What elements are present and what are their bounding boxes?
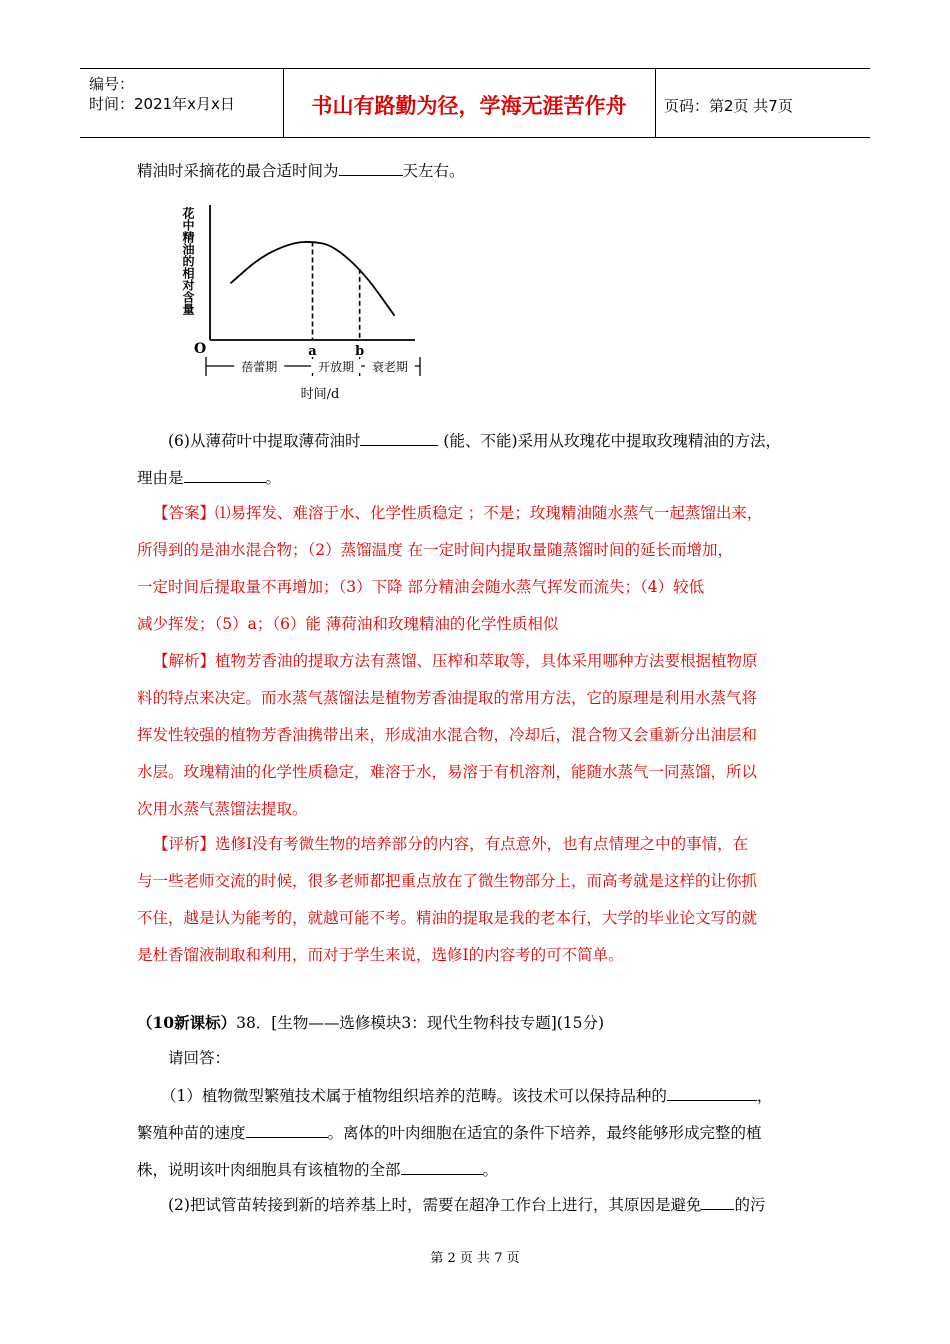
top-line-suffix: 天左右。	[402, 162, 465, 180]
chart-svg	[180, 195, 430, 410]
origin-label: O	[194, 341, 207, 357]
answer-blank	[360, 430, 438, 446]
q38-p2-line-1	[168, 1194, 765, 1215]
analysis-line: 料的特点来决定。而水蒸气蒸馏法是植物芳香油提取的常用方法，它的原理是利用水蒸气将	[137, 689, 758, 707]
q38-p1-line-2	[137, 1122, 762, 1143]
q6-line-1	[168, 430, 781, 451]
oil-content-chart	[180, 195, 430, 410]
answer-line: 【答案】⑴易挥发、难溶于水、化学性质稳定 ；不是；玫瑰精油随水蒸气一起蒸馏出来，	[153, 504, 763, 522]
header-info-cell	[80, 69, 284, 137]
q38-prompt: 请回答：	[168, 1049, 231, 1067]
comment-line: 不住，越是认为能考的，就越可能不考。精油的提取是我的老本行，大学的毕业论文写的就	[137, 909, 758, 927]
answer-blank	[184, 467, 266, 483]
page-footer: 第 2 页 共 7 页	[430, 1251, 520, 1266]
q38-p1-line-1	[161, 1085, 772, 1106]
q38-p1-line-3	[137, 1159, 498, 1180]
comment-line: 【评析】选修Ⅰ没有考微生物的培养部分的内容，有点意外，也有点情理之中的事情，在	[153, 835, 749, 853]
answer-blank	[701, 1194, 734, 1210]
q38-p1-text-3: 。离体的叶肉细胞在适宜的条件下培养，最终能够形成完整的植	[327, 1124, 762, 1142]
header-page-cell	[655, 69, 870, 137]
header-page-label: 页码：第2页 共7页	[664, 97, 793, 115]
y-axis-label: 花中精油的相对含量	[181, 207, 195, 315]
q38-p1-text-2: 繁殖种苗的速度	[137, 1124, 246, 1142]
stage-label-open: 开放期	[318, 360, 355, 374]
x-axis-label: 时间/d	[300, 387, 340, 402]
analysis-line: 【解析】植物芳香油的提取方法有蒸馏、压榨和萃取等，具体采用哪种方法要根据植物原	[153, 652, 758, 670]
answer-blank	[246, 1122, 328, 1138]
top-line-text: 精油时采摘花的最合适时间为	[137, 162, 339, 180]
q38-p1-comma: ，	[756, 1087, 773, 1105]
page-header	[80, 68, 870, 138]
q38-p2-text: (2)把试管苗转接到新的培养基上时，需要在超净工作台上进行，其原因是避免	[168, 1196, 702, 1214]
answer-blank	[667, 1085, 757, 1101]
x-tick-b: b	[355, 344, 365, 359]
doc-date-label: 时间：2021年x月x日	[89, 95, 235, 113]
comment-line: 是杜香馏液制取和利用，而对于学生来说，选修Ⅰ的内容考的可不简单。	[137, 946, 624, 964]
analysis-line: 次用水蒸气蒸馏法提取。	[137, 800, 308, 818]
stage-label-senescent: 衰老期	[371, 360, 408, 374]
q6-text-2: (能、不能)采用从玫瑰花中提取玫瑰精油的方法，	[443, 432, 782, 450]
x-tick-a: a	[308, 344, 317, 359]
answer-line: 所得到的是油水混合物；（2）蒸馏温度 在一定时间内提取量随蒸馏时间的延长而增加，	[137, 541, 734, 559]
analysis-line: 挥发性较强的植物芳香油携带出来，形成油水混合物，冷却后，混合物又会重新分出油层和	[137, 726, 758, 744]
q6-reason-label: 理由是	[137, 469, 184, 487]
doc-number-label: 编号：	[89, 75, 135, 93]
comment-line: 与一些老师交流的时候，很多老师都把重点放在了微生物部分上，而高考就是这样的让你抓	[137, 872, 758, 890]
answer-line: 减少挥发；（5）a；（6）能 薄荷油和玫瑰精油的化学性质相似	[137, 615, 559, 633]
header-motto-cell	[283, 69, 656, 137]
q38-p1-text-4: 株，说明该叶肉细胞具有该植物的全部	[137, 1161, 401, 1179]
q38-p1-end: 。	[482, 1161, 499, 1179]
q6-end: 。	[265, 469, 282, 487]
top-question-line	[137, 160, 465, 181]
q6-text: (6)从薄荷叶中提取薄荷油时	[168, 432, 361, 450]
q6-line-2	[137, 467, 281, 488]
analysis-line: 水层。玫瑰精油的化学性质稳定，难溶于水，易溶于有机溶剂，能随水蒸气一同蒸馏，所以	[137, 763, 758, 781]
answer-blank	[401, 1159, 483, 1175]
q38-p2-text-2: 的污	[734, 1196, 766, 1214]
q38-title-line	[137, 1013, 604, 1033]
answer-line: 一定时间后提取量不再增加；（3）下降 部分精油会随水蒸气挥发而流失；（4）较低	[137, 578, 705, 596]
answer-blank	[339, 160, 403, 176]
stage-label-bud: 蓓蕾期	[241, 360, 278, 374]
q38-source: （10新课标）	[137, 1013, 237, 1032]
q38-title: 38．[生物——选修模块3：现代生物科技专题](15分)	[236, 1014, 605, 1032]
q38-p1-text: （1）植物微型繁殖技术属于植物组织培养的范畴。该技术可以保持品种的	[161, 1087, 667, 1105]
header-motto: 书山有路勤为径，学海无涯苦作舟	[311, 94, 627, 118]
